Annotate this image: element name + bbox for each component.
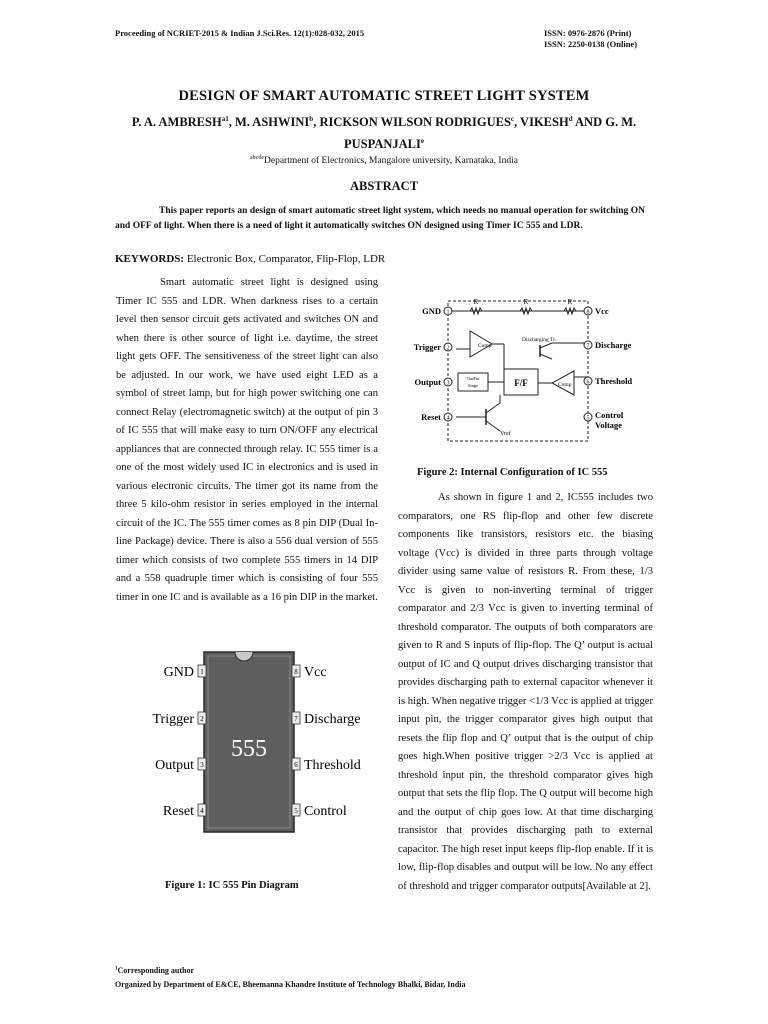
wire — [486, 421, 500, 431]
wire — [486, 403, 500, 413]
footnote-sup: 1 — [115, 966, 118, 972]
pin-name: Reset — [421, 412, 441, 422]
pin-number: 4 — [446, 415, 450, 422]
pin-name: Control — [304, 804, 347, 819]
corresponding-text: Corresponding author — [117, 966, 195, 975]
pin-name: Vcc — [304, 665, 327, 680]
pin-name: Output — [414, 377, 441, 387]
pin-number: 1 — [200, 668, 204, 676]
body-column-left: Smart automatic street light is designed using Timer IC 555 and LDR. When darkness rises to a certain level then sensor circuit gets activated and switches ON and when there is other source of light i.e. daytime, the street light gets OFF. The sensitiveness of the street light can also be adjusted. In our work, we have used eight LED as a symbol of street lamp, but for high power switching one can connect Relay (electromagnetic switch) at the output of pin 3 of IC 555 that will make easy to turn ON/OFF any electrical appliances that are connected through relay. IC 555 timer is a one of the most widely used IC in electronics and is used in various electronic circuits. The timer got its name from the three 5 kilo-ohm resistor in series employed in the internal circuit of the IC. The 555 timer comes as 8 pin DIP (Dual In-line Package) device. There is also a 556 dual version of 555 timer which consists of two complete 555 timers in 14 DIP and a 558 quadruple timer which is consisting of four 555 timer in one IC and is available as a 16 pin DIP in the market. — [116, 277, 378, 603]
pin-name: Output — [155, 758, 194, 773]
pin-name: Trigger — [152, 712, 194, 727]
pin-name: Discharge — [595, 340, 632, 350]
figure-ic555-pin-diagram — [150, 644, 361, 844]
comparator-label: Comp — [478, 343, 492, 349]
keywords-label: KEYWORDS: — [115, 253, 185, 265]
output-stage-label: OutPut — [466, 376, 480, 381]
pin-number: 3 — [200, 761, 204, 769]
pin-name: Discharge — [304, 712, 361, 727]
transistor-emitter — [540, 354, 552, 359]
pin-name: GND — [163, 665, 194, 680]
pin-number: 7 — [586, 343, 590, 350]
pin-name: Vcc — [595, 306, 609, 316]
author-name: P. A. AMBRESH — [131, 115, 222, 130]
pin-number: 3 — [446, 380, 450, 387]
body-column-right: As shown in figure 1 and 2, IC555 includes two comparators, one RS flip-flop and other few discrete components like transistors, resistors etc. the biasing voltage (Vcc) is divided in three parts through voltage divider using same value of resistors R. From these, 1/3 Vcc is given to non-inverting terminal of trigger comparator and 2/3 Vcc is given to inverting terminal of threshold comparator. The outputs of both comparators are given to R and S inputs of flip-flop. The Q’ output is actual output of IC and Q output drives discharging transistor that provides discharging path to external capacitor whenever it is high. When negative trigger <1/3 Vcc is applied at trigger input pin, the trigger comparator gives high output that resets the flip flop and Q’ output that is the output of chip goes high.When positive trigger >2/3 Vcc is applied at threshold input pin, the threshold comparator gives high output that sets the flip flop. The Q output will become high and the output of chip goes low. At that time discharging transistor that provides discharging path to external capacitor. The high reset input keeps flip-flop enable. If it is low, flip-flop disables and output will be low. No any effect of threshold and trigger comparator outputs[Available at 2]. — [398, 492, 653, 892]
figure1-caption: Figure 1: IC 555 Pin Diagram — [165, 880, 299, 891]
author-name: AND G. M. PUSPANJALI — [344, 115, 637, 152]
pin-name: Reset — [162, 804, 194, 819]
output-stage-label: Stage — [468, 383, 478, 388]
comparator-label: Comp — [558, 382, 572, 388]
pin-number: 4 — [200, 807, 204, 815]
pin-number: 2 — [200, 715, 204, 723]
author-sup: d — [568, 115, 573, 123]
organizer-note: Organized by Department of E&CE, Bheemanna Khandre Institute of Technology Bhalki, Bidar, India — [115, 980, 466, 989]
keywords-text: Electronic Box, Comparator, Flip-Flop, LDR — [184, 253, 386, 265]
pin-name-second-line: Voltage — [595, 420, 623, 430]
resistor-label: R — [473, 298, 479, 306]
pin-name: Control — [595, 410, 624, 420]
pin-number: 5 — [294, 807, 298, 815]
pin-number: 8 — [586, 309, 590, 316]
author-sup: b — [309, 115, 314, 123]
pin-number: 5 — [586, 415, 590, 422]
issn-print: ISSN: 0976-2876 (Print) — [544, 28, 632, 38]
issn-online: ISSN: 2250-0138 (Online) — [544, 39, 638, 49]
pin-number: 6 — [294, 761, 298, 769]
affiliation-sup: abcde — [250, 155, 265, 161]
chip-label: 555 — [231, 736, 267, 762]
author-name: , M. ASHWINI — [228, 115, 310, 130]
right-pins — [292, 665, 361, 819]
pin-number: 2 — [446, 345, 450, 352]
right-pins — [584, 306, 632, 430]
figure-ic555-internal — [408, 291, 653, 451]
keywords — [115, 253, 385, 265]
pin-number: 1 — [446, 309, 450, 316]
left-pins — [153, 665, 207, 819]
left-pins — [414, 306, 452, 422]
resistor-label: R — [567, 298, 573, 306]
corresponding-author-note — [115, 966, 194, 975]
paper-title: DESIGN OF SMART AUTOMATIC STREET LIGHT SYSTEM — [178, 88, 590, 104]
affiliation — [0, 155, 768, 166]
author-sup: a1 — [221, 115, 229, 123]
pin-name: Threshold — [304, 758, 361, 773]
pin-number: 6 — [586, 379, 590, 386]
discharge-transistor-label: Discharging Tr. — [522, 337, 557, 343]
author-name: , RICKSON WILSON RODRIGUES — [313, 115, 511, 130]
author-sup: c — [510, 115, 515, 123]
pin-name: GND — [422, 306, 441, 316]
abstract-text: This paper reports an design of smart automatic street light system, which needs no manual operation for switching ON and OFF of light. When there is a need of light it automatically switches ON designed using Timer IC 555 and LDR. — [115, 206, 645, 231]
journal-header: Proceeding of NCRIET-2015 & Indian J.Sci.Res. 12(1):028-032, 2015 — [115, 28, 365, 38]
pin-number: 8 — [294, 668, 298, 676]
resistor-label: R — [523, 298, 529, 306]
flip-flop-label: F/F — [514, 378, 528, 388]
pin-number: 7 — [294, 715, 298, 723]
transistor-collector — [540, 343, 552, 348]
figure2-caption: Figure 2: Internal Configuration of IC 555 — [417, 467, 608, 478]
author-name: , VIKESH — [514, 115, 569, 130]
vref-label: Vref — [500, 431, 511, 437]
pin-name: Threshold — [595, 376, 633, 386]
abstract-heading: ABSTRACT — [349, 179, 419, 193]
pin-name: Trigger — [413, 342, 441, 352]
author-list — [100, 110, 668, 154]
author-sup: e — [420, 137, 424, 146]
affiliation-text: Department of Electronics, Mangalore university, Karnataka, India — [264, 156, 518, 167]
